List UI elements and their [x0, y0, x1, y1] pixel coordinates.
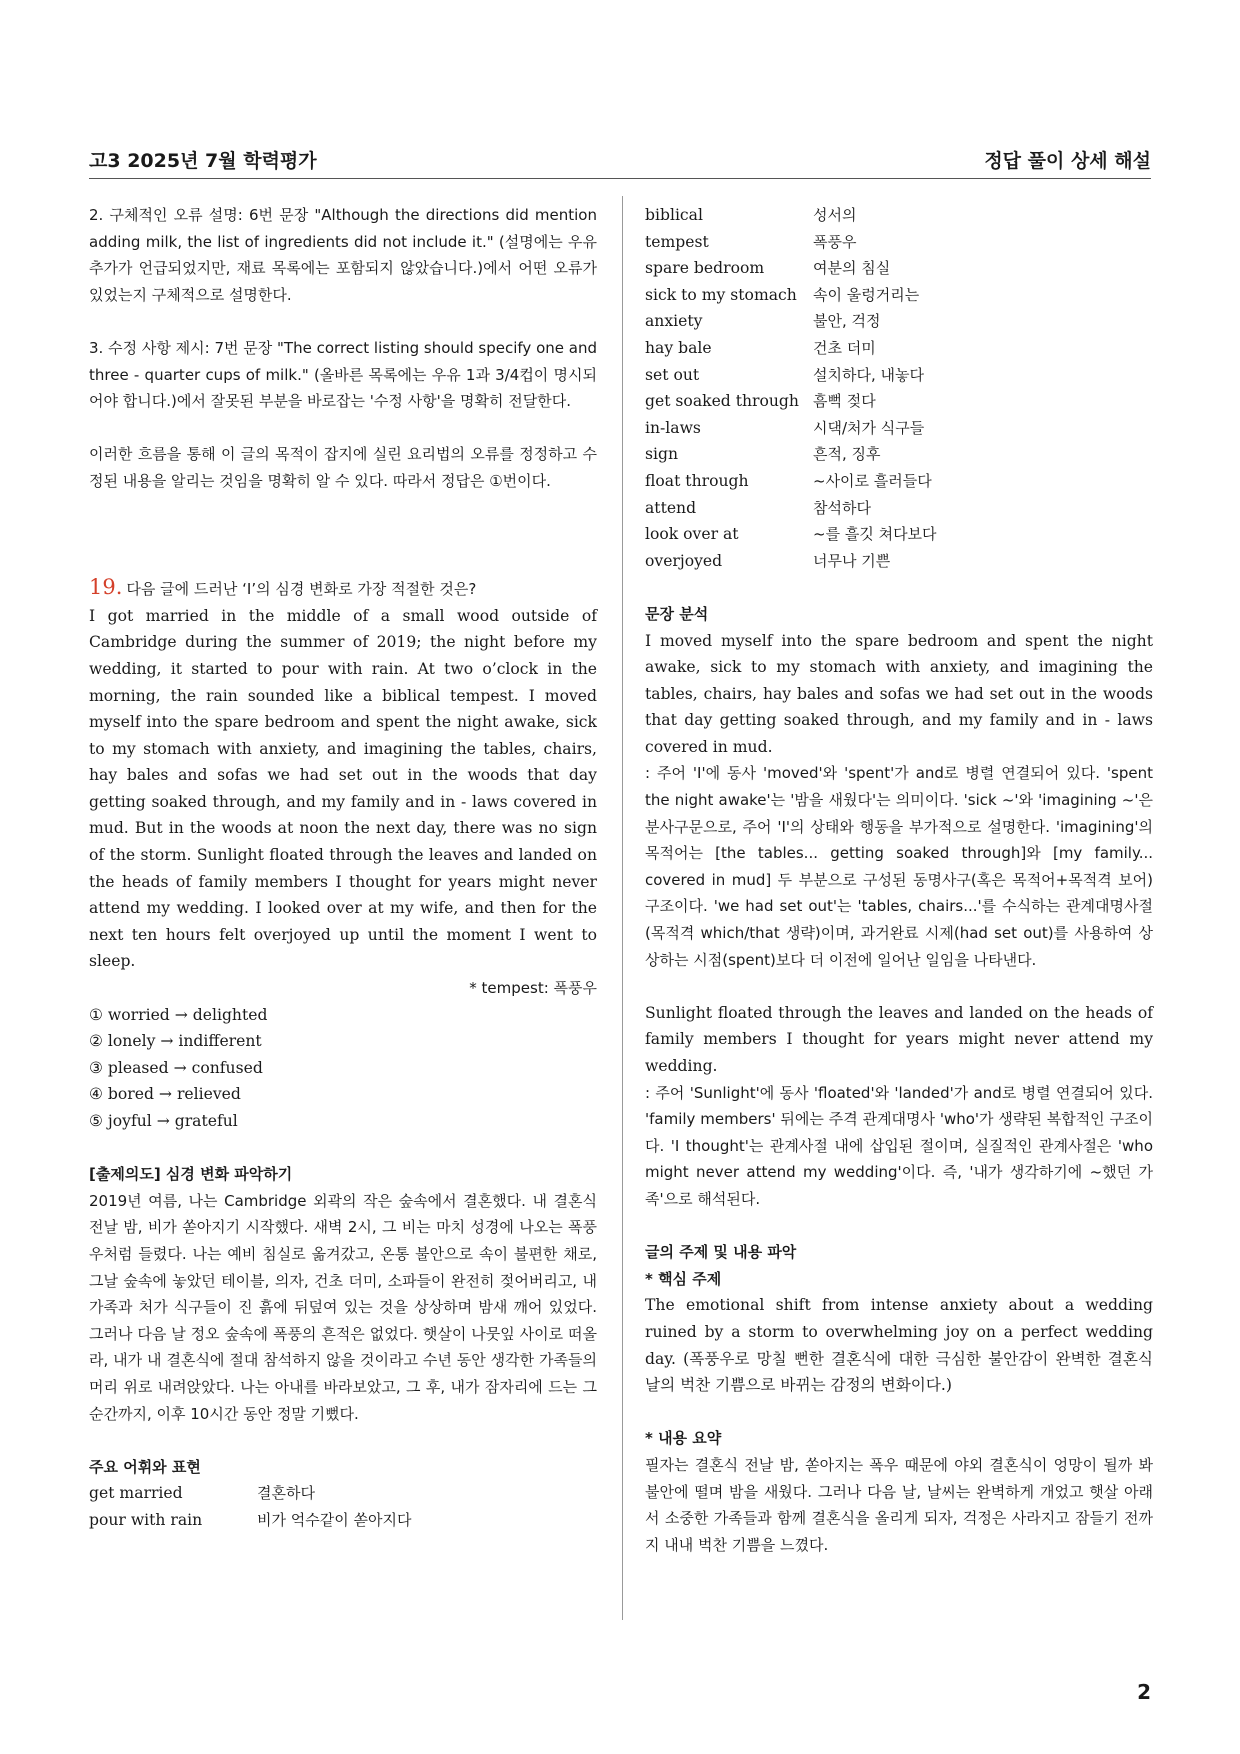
choice-1: ① worried → delighted: [89, 1005, 268, 1024]
theme-text: The emotional shift from intense anxiety about a wedding ruined by a storm to overwhelming joy on a perfect wedding day. (폭풍우로 망칠 뻔한 결혼식에 대한 극심한 불안감이 완벽한 결혼식 날의 벅찬 기쁨으로 바뀌는 감정의 변화이다.): [645, 1296, 1153, 1395]
vocab-ko: 시댁/처가 식구들: [813, 418, 925, 437]
vocab-en: hay bale: [645, 338, 712, 357]
vocab-item: [89, 1480, 597, 1507]
question-text: 다음 글에 드러난 ‘I’의 심경 변화로 가장 적절한 것은?: [126, 580, 477, 599]
vocab-en: spare bedroom: [645, 259, 765, 278]
vocab-item: [645, 308, 1153, 335]
page-header: [89, 142, 1151, 179]
page-number: 2: [1137, 1680, 1151, 1704]
right-column: [645, 202, 1153, 1558]
vocab-ko: 여분의 침실: [813, 259, 891, 278]
theme-title: 글의 주제 및 내용 파악: [645, 1243, 797, 1262]
vocab-ko: 흠뻑 젖다: [813, 392, 876, 411]
vocab-en: get soaked through: [645, 392, 799, 411]
vocab-title: 주요 어휘와 표현: [89, 1457, 201, 1476]
choice-4: ④ bored → relieved: [89, 1085, 241, 1104]
vocab-en: set out: [645, 365, 700, 384]
vocab-item: [645, 335, 1153, 362]
vocab-item: [645, 441, 1153, 468]
vocab-item: [645, 229, 1153, 256]
question-heading: [89, 574, 597, 603]
explanation-conclusion: 이러한 흐름을 통해 이 글의 목적이 잡지에 실린 요리법의 오류를 정정하고 수정된 내용을 알리는 것임을 명확히 알 수 있다. 따라서 정답은 ①번이다.: [89, 445, 597, 490]
vocab-item: [645, 521, 1153, 548]
header-section-title: 정답 풀이 상세 해설: [984, 150, 1151, 172]
vocab-en: attend: [645, 498, 697, 517]
header-exam-title: 고3 2025년 7월 학력평가: [89, 150, 317, 172]
left-column: [89, 202, 597, 1534]
vocab-item: [645, 202, 1153, 229]
vocab-en: anxiety: [645, 312, 703, 331]
question-passage: I got married in the middle of a small wood outside of Cambridge during the summer of 2019; the night before my wedding, it started to pour with rain. At two o’clock in the morning, the rain sounded like a biblical tempest. I moved myself into the spare bedroom and spent the night awake, sick to my stomach with anxiety, and imagining the tables, chairs, hay bales and sofas we had set out in the woods that day getting soaked through, and my family and in - laws covered in mud. But in the woods at noon the next day, there was no sign of the storm. Sunlight floated through the leaves and landed on the heads of family members I thought for years might never attend my wedding. I looked over at my wife, and then for the next ten hours felt overjoyed up until the moment I went to sleep.: [89, 606, 597, 971]
vocab-ko: 건초 더미: [813, 338, 876, 357]
question-number: 19.: [89, 575, 123, 600]
vocab-item: [89, 1507, 597, 1534]
vocab-item: [645, 548, 1153, 575]
intent-title: [출제의도] 심경 변화 파악하기: [89, 1165, 293, 1184]
vocab-ko: ~를 흘깃 쳐다보다: [813, 525, 937, 544]
explanation-step-3: 3. 수정 사항 제시: 7번 문장 "The correct listing should specify one and three - quarter cups of milk." (올바른 목록에는 우유 1과 3/4컵이 명시되어야 합니다.)에서 잘못된 부분을 바로잡는 '수정 사항'을 명확히 전달한다.: [89, 338, 597, 411]
vocab-ko: 설치하다, 내놓다: [813, 365, 924, 384]
vocab-item: [645, 495, 1153, 522]
vocab-ko: 흔적, 징후: [813, 445, 881, 464]
choice-5: ⑤ joyful → grateful: [89, 1112, 238, 1130]
vocab-ko: 성서의: [813, 206, 857, 224]
vocab-list: [645, 202, 1153, 574]
vocab-en: get married: [89, 1484, 183, 1503]
answer-choices: [89, 1002, 597, 1135]
choice-3: ③ pleased → confused: [89, 1058, 263, 1077]
vocab-ko: 너무나 기쁜: [813, 551, 891, 570]
vocab-en: sign: [645, 445, 679, 464]
vocab-ko: 폭풍우: [813, 232, 857, 251]
vocab-en: in-laws: [645, 418, 701, 437]
vocab-item: [645, 362, 1153, 389]
column-divider: [622, 196, 623, 1620]
vocab-ko: 참석하다: [813, 498, 871, 517]
vocab-en: float through: [645, 471, 749, 490]
explanation-step-2: 2. 구체적인 오류 설명: 6번 문장 "Although the directions did mention adding milk, the list of ingredients did not include it." (설명에는 우유 추가가 언급되었지만, 재료 목록에는 포함되지 않았습니다.)에서 어떤 오류가 있었는지 구체적으로 설명한다.: [89, 206, 597, 304]
vocab-ko: ~사이로 흘러들다: [813, 471, 932, 490]
vocab-en: sick to my stomach: [645, 285, 797, 304]
vocab-item: [645, 282, 1153, 309]
summary-text: 필자는 결혼식 전날 밤, 쏟아지는 폭우 때문에 야외 결혼식이 엉망이 될까 봐 불안에 떨며 밤을 새웠다. 그러나 다음 날, 날씨는 완벽하게 개었고 햇살 아래서 소중한 가족들과 함께 결혼식을 올리게 되자, 걱정은 사라지고 잠들기 전까지 내내 벅찬 기쁨을 느꼈다.: [645, 1455, 1153, 1554]
vocab-ko: 비가 억수같이 쏟아지다: [257, 1510, 412, 1529]
choice-2: ② lonely → indifferent: [89, 1032, 262, 1051]
analysis-sentence-1: I moved myself into the spare bedroom and spent the night awake, sick to my stomach with anxiety, and imagining the tables, chairs, hay bales and sofas we had set out in the woods that day getting soaked through, and my family and in - laws covered in mud.: [645, 631, 1153, 756]
theme-subtitle: * 핵심 주제: [645, 1269, 722, 1288]
vocab-item: [645, 255, 1153, 282]
analysis-title: 문장 분석: [645, 604, 709, 623]
vocab-item: [645, 388, 1153, 415]
vocab-item: [645, 415, 1153, 442]
vocab-en: biblical: [645, 206, 703, 224]
vocab-ko: 결혼하다: [257, 1484, 315, 1503]
vocab-ko: 속이 울렁거리는: [813, 285, 920, 304]
translation: 2019년 여름, 나는 Cambridge 외곽의 작은 숲속에서 결혼했다. 내 결혼식 전날 밤, 비가 쏟아지기 시작했다. 새벽 2시, 그 비는 마치 성경에 나오는 폭풍우처럼 들렸다. 나는 예비 침실로 옮겨갔고, 온통 불안으로 속이 불편한 채로, 그날 숲속에 놓았던 테이블, 의자, 건초 더미, 소파들이 완전히 젖어버리고, 내 가족과 처가 식구들이 진 흙에 뒤덮여 있는 것을 상상하며 밤새 깨어 있었다. 그러나 다음 날 정오 숲속에 폭풍의 흔적은 없었다. 햇살이 나뭇잎 사이로 떠올라, 내가 내 결혼식에 절대 참석하지 않을 것이라고 수년 동안 생각한 가족들의 머리 위로 내려앉았다. 나는 아내를 바라보았고, 그 후, 내가 잠자리에 드는 그 순간까지, 이후 10시간 동안 정말 기뻤다.: [89, 1191, 597, 1423]
vocab-item: [645, 468, 1153, 495]
footnote: * tempest: 폭풍우: [469, 979, 597, 998]
vocab-en: overjoyed: [645, 551, 723, 570]
analysis-explanation-1: : 주어 'I'에 동사 'moved'와 'spent'가 and로 병렬 연결되어 있다. 'spent the night awake'는 '밤을 새웠다'는 의미이다. 'sick ~'와 'imagining ~'은 분사구문으로, 주어 'I'의 상태와 행동을 부가적으로 설명한다. 'imagining'의 목적어는 [the tables... getting soaked through]와 [my family... covered in mud] 두 부분으로 구성된 동명사구(혹은 목적어+목적격 보어) 구조이다. 'we had set out'는 'tables, chairs...'를 수식하는 관계대명사절(목적격 which/that 생략)이며, 과거완료 시제(had set out)를 사용하여 상상하는 시점(spent)보다 더 이전에 일어난 일임을 나타낸다.: [645, 764, 1153, 969]
vocab-ko: 불안, 걱정: [813, 312, 881, 331]
vocab-en: tempest: [645, 232, 709, 251]
vocab-en: pour with rain: [89, 1510, 203, 1529]
summary-subtitle: * 내용 요약: [645, 1429, 722, 1448]
analysis-explanation-2: : 주어 'Sunlight'에 동사 'floated'와 'landed'가 and로 병렬 연결되어 있다. 'family members' 뒤에는 주격 관계대명사 'who'가 생략된 복합적인 구조이다. 'I thought'는 관계사절 내에 삽입된 절이며, 실질적인 관계사절은 'who might never attend my wedding'이다. 즉, '내가 생각하기에 ~했던 가족'으로 해석된다.: [645, 1083, 1153, 1208]
vocab-en: look over at: [645, 525, 739, 544]
analysis-sentence-2: Sunlight floated through the leaves and landed on the heads of family members I thought for years might never attend my wedding.: [645, 1003, 1153, 1075]
